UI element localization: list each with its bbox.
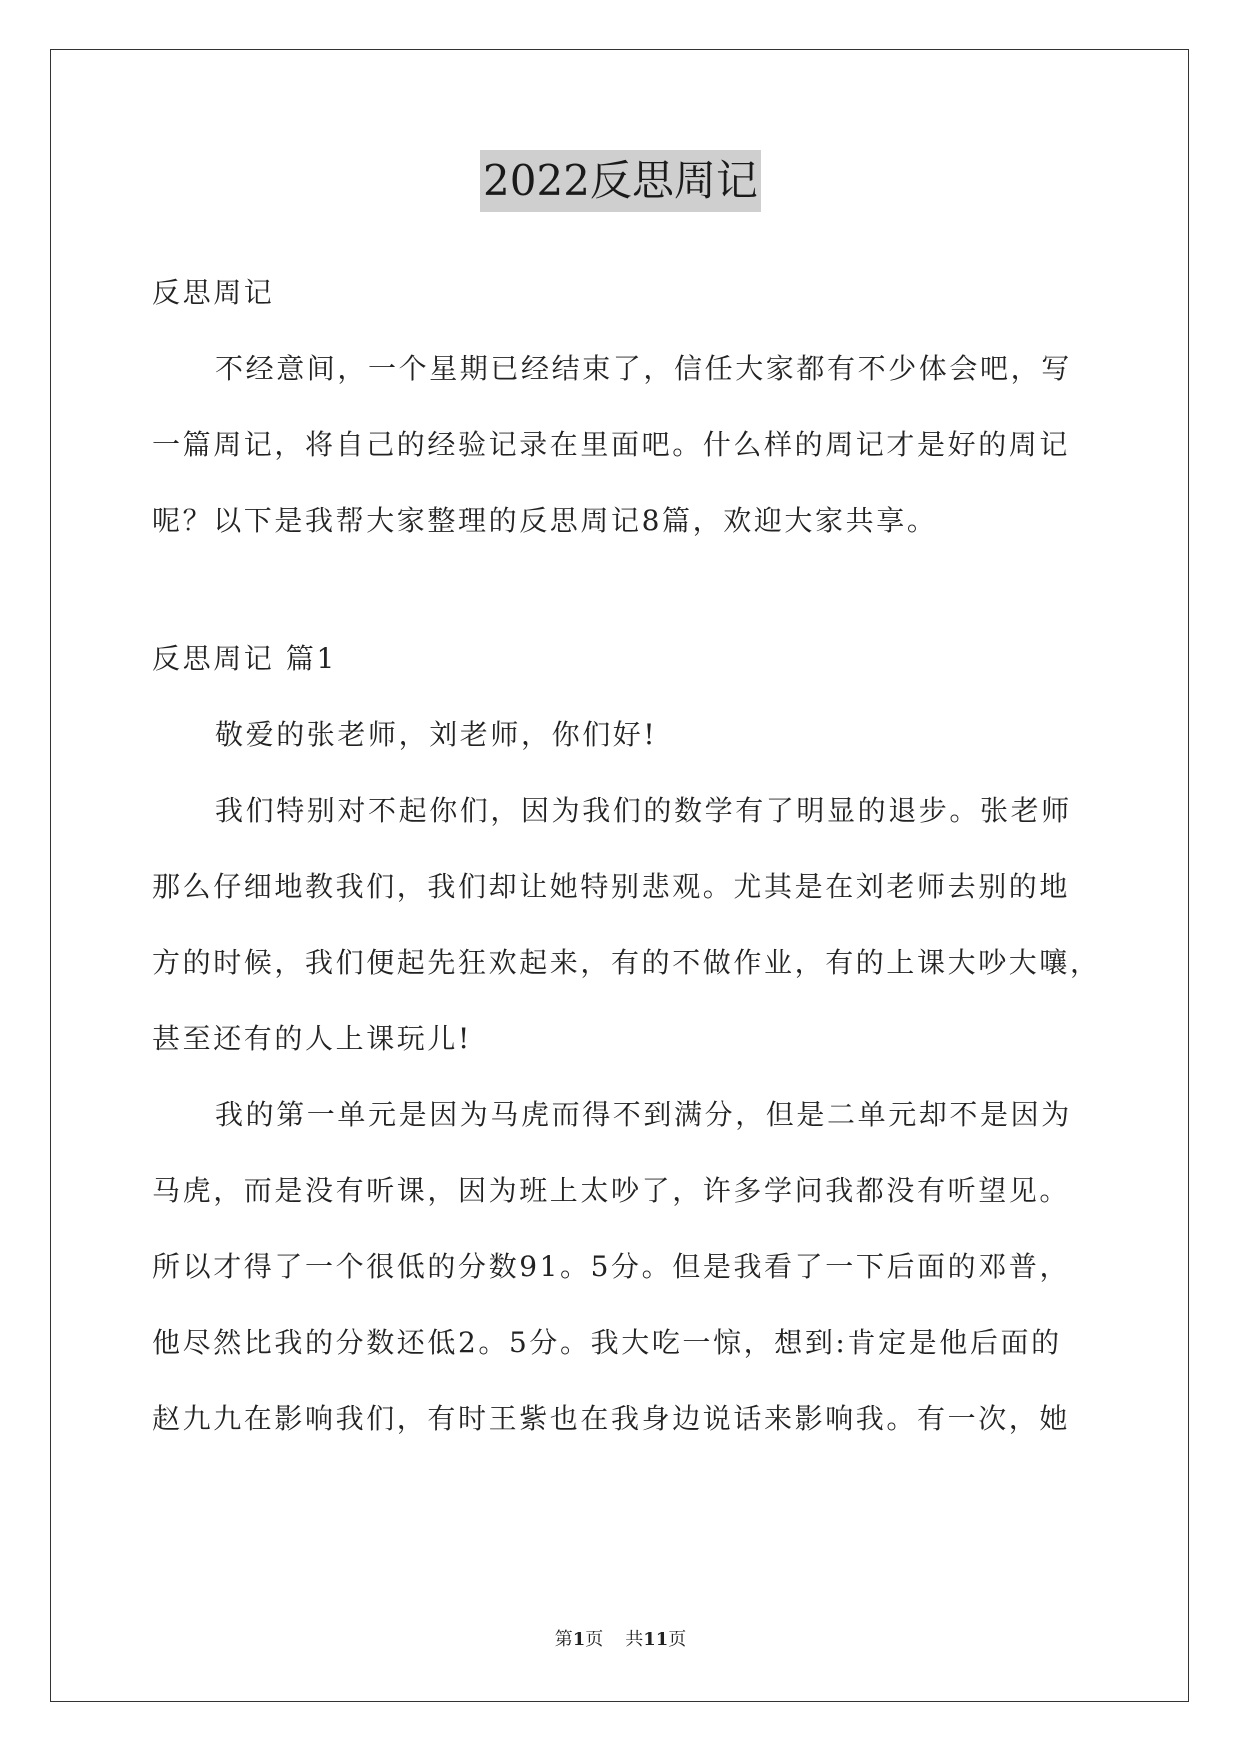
total-pages: 11 bbox=[643, 1629, 669, 1650]
paragraph-line: 他尽然比我的分数还低2。5分。我大吃一惊，想到:肯定是他后面的 bbox=[152, 1326, 1062, 1359]
paragraph-line: 所以才得了一个很低的分数91。5分。但是我看了一下后面的邓普， bbox=[152, 1250, 1071, 1283]
title-container bbox=[0, 150, 1241, 212]
paragraph-line: 我们特别对不起你们，因为我们的数学有了明显的退步。张老师 bbox=[215, 794, 1072, 827]
page-prefix: 第 bbox=[554, 1629, 573, 1650]
page-number: 1 bbox=[572, 1629, 586, 1650]
document-body bbox=[152, 255, 1101, 1457]
paragraph-line: 马虎，而是没有听课，因为班上太吵了，许多学问我都没有听望见。 bbox=[152, 1174, 1071, 1207]
paragraph-line: 那么仔细地教我们，我们却让她特别悲观。尤其是在刘老师去别的地 bbox=[152, 870, 1071, 903]
paragraph-line: 方的时候，我们便起先狂欢起来，有的不做作业，有的上课大吵大嚷， bbox=[152, 946, 1101, 979]
paragraph-line: 赵九九在影响我们，有时王紫也在我身边说话来影响我。有一次，她 bbox=[152, 1402, 1071, 1435]
intro-line: 一篇周记，将自己的经验记录在里面吧。什么样的周记才是好的周记 bbox=[152, 428, 1071, 461]
section-heading: 反思周记 篇1 bbox=[152, 642, 337, 675]
total-suffix: 页 bbox=[668, 1629, 687, 1650]
paragraph-line: 我的第一单元是因为马虎而得不到满分，但是二单元却不是因为 bbox=[215, 1098, 1072, 1131]
paragraph-line: 甚至还有的人上课玩儿! bbox=[152, 1022, 472, 1055]
intro-line: 不经意间，一个星期已经结束了，信任大家都有不少体会吧，写 bbox=[215, 352, 1072, 385]
document-title: 2022反思周记 bbox=[480, 150, 761, 212]
spacer bbox=[152, 559, 1092, 621]
section-heading: 反思周记 bbox=[152, 276, 275, 309]
greeting-line: 敬爱的张老师，刘老师，你们好! bbox=[215, 718, 658, 751]
page-suffix: 页 bbox=[585, 1629, 604, 1650]
page-footer bbox=[0, 1625, 1241, 1651]
total-prefix: 共 bbox=[625, 1629, 644, 1650]
intro-line: 呢？以下是我帮大家整理的反思周记8篇，欢迎大家共享。 bbox=[152, 504, 938, 537]
